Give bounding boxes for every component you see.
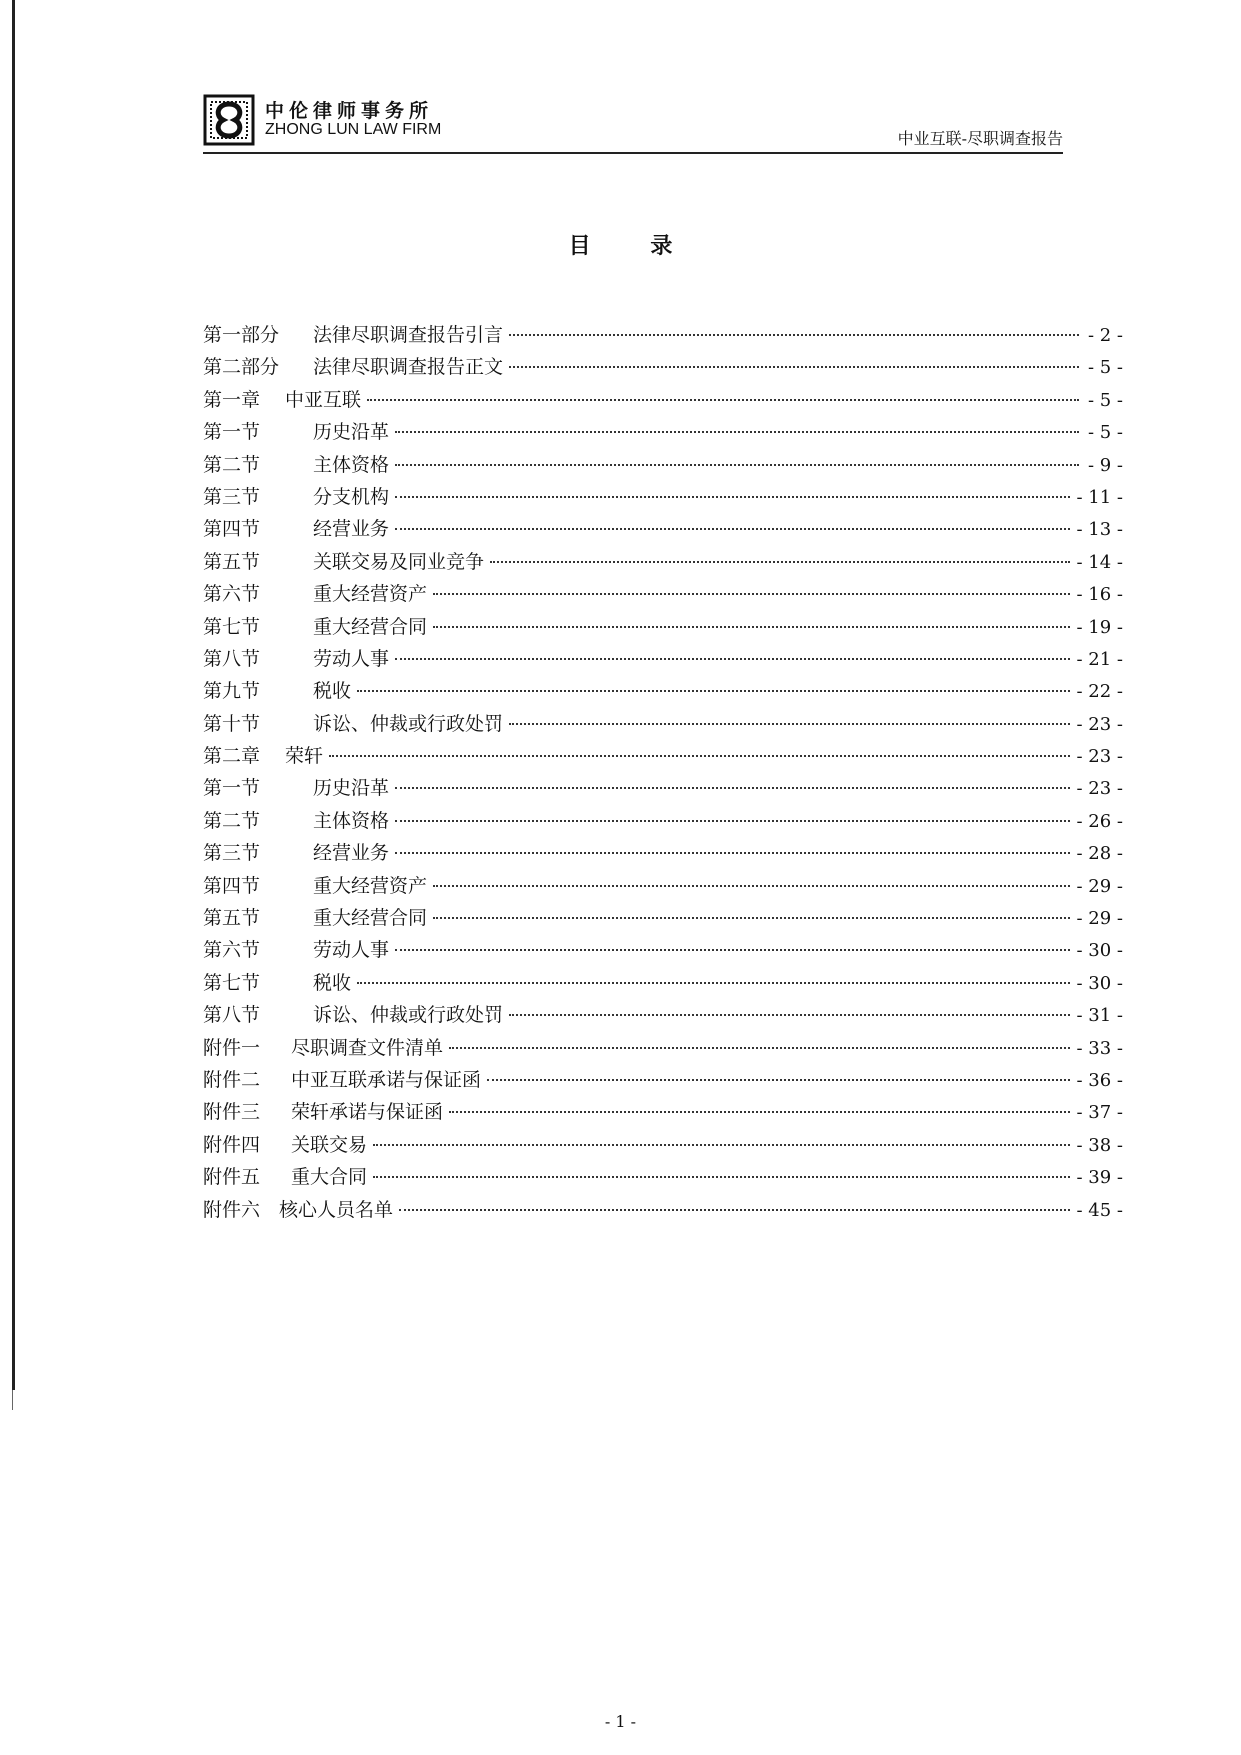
toc-entry-number: 第一章 (203, 388, 261, 411)
toc-entry[interactable] (203, 903, 1123, 935)
scan-edge-mark (12, 1390, 13, 1410)
toc-dot-leader (509, 1014, 1070, 1016)
toc-entry-number: 第五节 (203, 550, 261, 573)
toc-entry-number: 第一节 (203, 777, 261, 800)
toc-entry-number: 附件一 (203, 1036, 261, 1059)
toc-entry[interactable] (203, 741, 1123, 773)
toc-dot-leader (395, 658, 1070, 660)
page-title: 目 录 (568, 234, 699, 259)
toc-entry-page: - 28 - (1076, 843, 1123, 865)
toc-entry-title: 法律尽职调查报告正文 (313, 356, 504, 379)
toc-entry-page: - 23 - (1076, 778, 1123, 800)
toc-entry-title: 经营业务 (313, 518, 390, 541)
toc-entry[interactable] (203, 806, 1123, 838)
toc-entry-number: 第六节 (203, 583, 261, 606)
toc-entry-page: - 39 - (1076, 1167, 1123, 1189)
toc-entry-number: 附件五 (203, 1166, 261, 1189)
toc-entry[interactable] (203, 320, 1123, 352)
toc-dot-leader (357, 690, 1070, 692)
toc-entry-title: 重大经营资产 (313, 874, 428, 897)
toc-entry[interactable] (203, 838, 1123, 870)
toc-dot-leader (367, 399, 1079, 401)
toc-entry-title: 历史沿革 (313, 777, 390, 800)
toc-dot-leader (509, 723, 1070, 725)
toc-entry-title: 经营业务 (313, 842, 390, 865)
toc-entry-number: 附件六 (203, 1198, 261, 1221)
toc-entry-number: 第六节 (203, 939, 261, 962)
page-number: - 1 - (604, 1712, 637, 1731)
toc-entry[interactable] (203, 676, 1123, 708)
toc-entry-title: 税收 (313, 971, 352, 994)
toc-entry-title: 劳动人事 (313, 647, 390, 670)
toc-entry-title: 重大经营合同 (313, 907, 428, 930)
toc-entry-page: - 30 - (1076, 972, 1123, 994)
toc-dot-leader (487, 1079, 1070, 1081)
toc-entry-title: 劳动人事 (313, 939, 390, 962)
toc-entry-title: 关联交易 (291, 1133, 368, 1156)
toc-entry-page: - 11 - (1076, 486, 1123, 508)
toc-entry[interactable] (203, 1033, 1123, 1065)
toc-entry-page: - 5 - (1087, 357, 1123, 379)
toc-entry[interactable] (203, 1097, 1123, 1129)
toc-entry-number: 第二节 (203, 809, 261, 832)
toc-dot-leader (490, 561, 1070, 563)
toc-entry[interactable] (203, 579, 1123, 611)
toc-entry[interactable] (203, 709, 1123, 741)
firm-name-english: ZHONG LUN LAW FIRM (265, 121, 442, 138)
toc-entry-number: 第八节 (203, 647, 261, 670)
toc-entry-page: - 21 - (1076, 648, 1123, 670)
toc-entry-number: 第五节 (203, 907, 261, 930)
toc-entry[interactable] (203, 385, 1123, 417)
toc-entry[interactable] (203, 935, 1123, 967)
firm-logo-icon (203, 94, 255, 146)
toc-entry-number: 附件二 (203, 1068, 261, 1091)
toc-entry-page: - 26 - (1076, 810, 1123, 832)
toc-entry-page: - 16 - (1076, 584, 1123, 606)
toc-entry-number: 第九节 (203, 680, 261, 703)
toc-entry[interactable] (203, 1130, 1123, 1162)
toc-dot-leader (509, 334, 1079, 336)
toc-entry-page: - 29 - (1076, 908, 1123, 930)
toc-entry[interactable] (203, 482, 1123, 514)
toc-entry-number: 第八节 (203, 1004, 261, 1027)
toc-entry-title: 尽职调查文件清单 (291, 1036, 444, 1059)
toc-entry-title: 重大经营资产 (313, 583, 428, 606)
toc-entry-number: 附件四 (203, 1133, 261, 1156)
toc-entry[interactable] (203, 1065, 1123, 1097)
toc-entry[interactable] (203, 547, 1123, 579)
toc-entry-page: - 23 - (1076, 746, 1123, 768)
toc-entry-number: 第二章 (203, 745, 261, 768)
toc-dot-leader (433, 626, 1070, 628)
toc-entry-number: 第十节 (203, 712, 261, 735)
toc-entry[interactable] (203, 417, 1123, 449)
toc-dot-leader (373, 1144, 1070, 1146)
toc-entry-page: - 19 - (1076, 616, 1123, 638)
toc-dot-leader (395, 464, 1079, 466)
toc-dot-leader (433, 917, 1070, 919)
toc-entry-page: - 5 - (1087, 389, 1123, 411)
toc-dot-leader (395, 852, 1070, 854)
toc-dot-leader (395, 820, 1070, 822)
toc-dot-leader (395, 528, 1070, 530)
toc-entry-page: - 9 - (1087, 454, 1123, 476)
toc-entry[interactable] (203, 644, 1123, 676)
toc-entry-title: 荣轩 (285, 745, 324, 768)
toc-entry-page: - 23 - (1076, 713, 1123, 735)
toc-entry-number: 附件三 (203, 1101, 261, 1124)
toc-entry-title: 中亚互联 (285, 388, 362, 411)
toc-entry-page: - 30 - (1076, 940, 1123, 962)
toc-dot-leader (395, 496, 1070, 498)
toc-entry-page: - 29 - (1076, 875, 1123, 897)
toc-entry-title: 法律尽职调查报告引言 (313, 324, 504, 346)
toc-entry[interactable] (203, 1195, 1123, 1227)
toc-entry-title: 税收 (313, 680, 352, 703)
toc-entry-page: - 36 - (1076, 1069, 1123, 1091)
scan-edge (12, 0, 15, 1390)
table-of-contents (203, 320, 1123, 1227)
toc-entry-title: 重大经营合同 (313, 615, 428, 638)
toc-entry-page: - 22 - (1076, 681, 1123, 703)
toc-entry-title: 分支机构 (313, 485, 390, 508)
toc-entry-title: 核心人员名单 (279, 1198, 394, 1221)
toc-dot-leader (395, 787, 1070, 789)
toc-entry[interactable] (203, 352, 1123, 384)
toc-dot-leader (399, 1209, 1070, 1211)
report-name: 中业互联-尽职调查报告 (897, 129, 1063, 148)
toc-entry-title: 荣轩承诺与保证函 (291, 1101, 444, 1124)
toc-entry[interactable] (203, 968, 1123, 1000)
toc-entry-title: 主体资格 (313, 453, 390, 476)
toc-entry-title: 诉讼、仲裁或行政处罚 (313, 1004, 504, 1027)
toc-dot-leader (329, 755, 1070, 757)
toc-dot-leader (373, 1176, 1070, 1178)
toc-entry-number: 第七节 (203, 971, 261, 994)
toc-entry-page: - 38 - (1076, 1134, 1123, 1156)
toc-entry[interactable] (203, 612, 1123, 644)
toc-entry-page: - 13 - (1076, 519, 1123, 541)
toc-entry[interactable] (203, 514, 1123, 546)
toc-entry-page: - 45 - (1076, 1199, 1123, 1221)
toc-entry-page: - 5 - (1087, 422, 1123, 444)
toc-entry[interactable] (203, 450, 1123, 482)
toc-entry-page: - 33 - (1076, 1037, 1123, 1059)
toc-entry-number: 第三节 (203, 485, 261, 508)
toc-entry[interactable] (203, 773, 1123, 805)
toc-dot-leader (449, 1111, 1070, 1113)
toc-entry-number: 第二部分 (203, 356, 280, 379)
toc-entry-page: - 14 - (1076, 551, 1123, 573)
toc-entry-number: 第三节 (203, 842, 261, 865)
toc-entry-number: 第一部分 (203, 324, 280, 346)
toc-entry-title: 中亚互联承诺与保证函 (291, 1068, 482, 1091)
header-rule (203, 152, 1063, 154)
toc-dot-leader (357, 982, 1070, 984)
toc-entry-title: 历史沿革 (313, 421, 390, 444)
toc-dot-leader (433, 593, 1070, 595)
toc-entry[interactable] (203, 871, 1123, 903)
page-header (203, 88, 1063, 154)
toc-dot-leader (395, 431, 1079, 433)
toc-entry-page: - 2 - (1087, 325, 1123, 346)
toc-entry-title: 诉讼、仲裁或行政处罚 (313, 712, 504, 735)
toc-entry-title: 重大合同 (291, 1166, 368, 1189)
toc-entry-title: 关联交易及同业竞争 (313, 550, 485, 573)
toc-entry[interactable] (203, 1000, 1123, 1032)
toc-dot-leader (509, 366, 1079, 368)
toc-dot-leader (449, 1047, 1070, 1049)
toc-entry-number: 第四节 (203, 874, 261, 897)
toc-entry-number: 第四节 (203, 518, 261, 541)
toc-entry-number: 第一节 (203, 421, 261, 444)
firm-name-chinese: 中伦律师事务所 (265, 100, 434, 122)
toc-entry-title: 主体资格 (313, 809, 390, 832)
toc-entry-number: 第二节 (203, 453, 261, 476)
toc-dot-leader (395, 949, 1070, 951)
toc-entry[interactable] (203, 1162, 1123, 1194)
toc-entry-page: - 37 - (1076, 1102, 1123, 1124)
toc-entry-page: - 31 - (1076, 1005, 1123, 1027)
toc-entry-number: 第七节 (203, 615, 261, 638)
toc-dot-leader (433, 885, 1070, 887)
